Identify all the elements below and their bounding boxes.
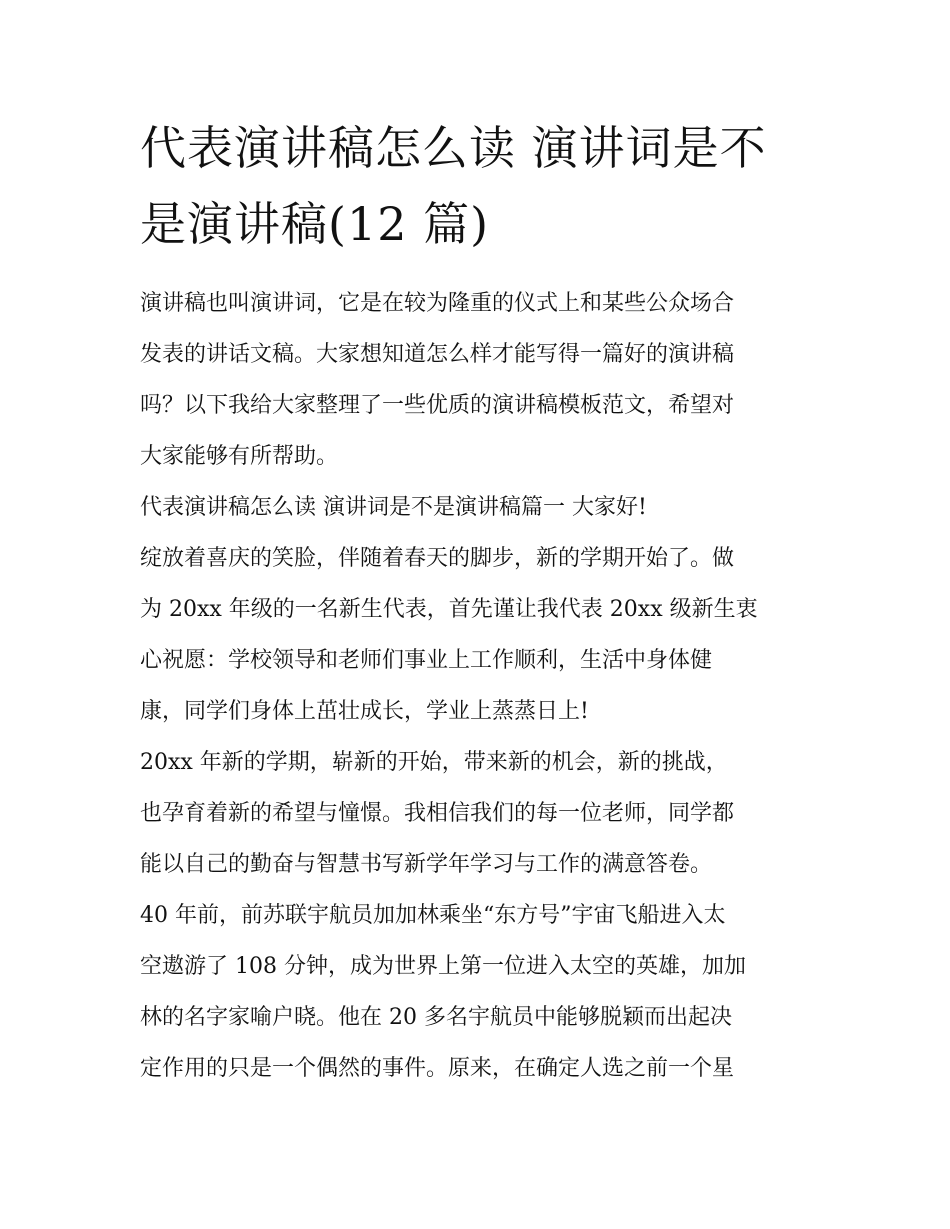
document-body: [140, 278, 820, 1094]
body-line: 定作用的只是一个偶然的事件。原来，在确定人选之前一个星: [140, 1056, 735, 1081]
title-line: 代表演讲稿怎么读 演讲词是不: [140, 121, 767, 175]
body-line: 演讲稿也叫演讲词，它是在较为隆重的仪式上和某些公众场合: [140, 291, 735, 316]
body-line: 绽放着喜庆的笑脸，伴随着春天的脚步，新的学期开始了。做: [140, 546, 735, 571]
body-line: 大家能够有所帮助。: [140, 444, 339, 469]
body-line: 发表的讲话文稿。大家想知道怎么样才能写得一篇好的演讲稿: [140, 342, 735, 367]
document-title: [140, 110, 820, 262]
body-line: 40 年前，前苏联宇航员加加林乘坐“东方号”宇宙飞船进入太: [140, 903, 726, 928]
body-line: 康，同学们身体上茁壮成长，学业上蒸蒸日上!: [140, 699, 589, 724]
body-line: 为 20xx 年级的一名新生代表，首先谨让我代表 20xx 级新生衷: [140, 597, 758, 622]
body-line: 也孕育着新的希望与憧憬。我相信我们的每一位老师，同学都: [140, 801, 735, 826]
title-line: 是演讲稿(12 篇): [140, 197, 490, 251]
body-line: 20xx 年新的学期，崭新的开始，带来新的机会，新的挑战，: [140, 750, 728, 775]
body-line: 吗？以下我给大家整理了一些优质的演讲稿模板范文，希望对: [140, 393, 735, 418]
body-line: 林的名字家喻户晓。他在 20 多名宇航员中能够脱颖而出起决: [140, 1005, 732, 1030]
body-line: 能以自己的勤奋与智慧书写新学年学习与工作的满意答卷。: [140, 852, 713, 877]
body-line: 代表演讲稿怎么读 演讲词是不是演讲稿篇一 大家好!: [140, 495, 647, 520]
body-line: 空遨游了 108 分钟，成为世界上第一位进入太空的英雄，加加: [140, 954, 746, 979]
body-line: 心祝愿：学校领导和老师们事业上工作顺利，生活中身体健: [140, 648, 713, 673]
